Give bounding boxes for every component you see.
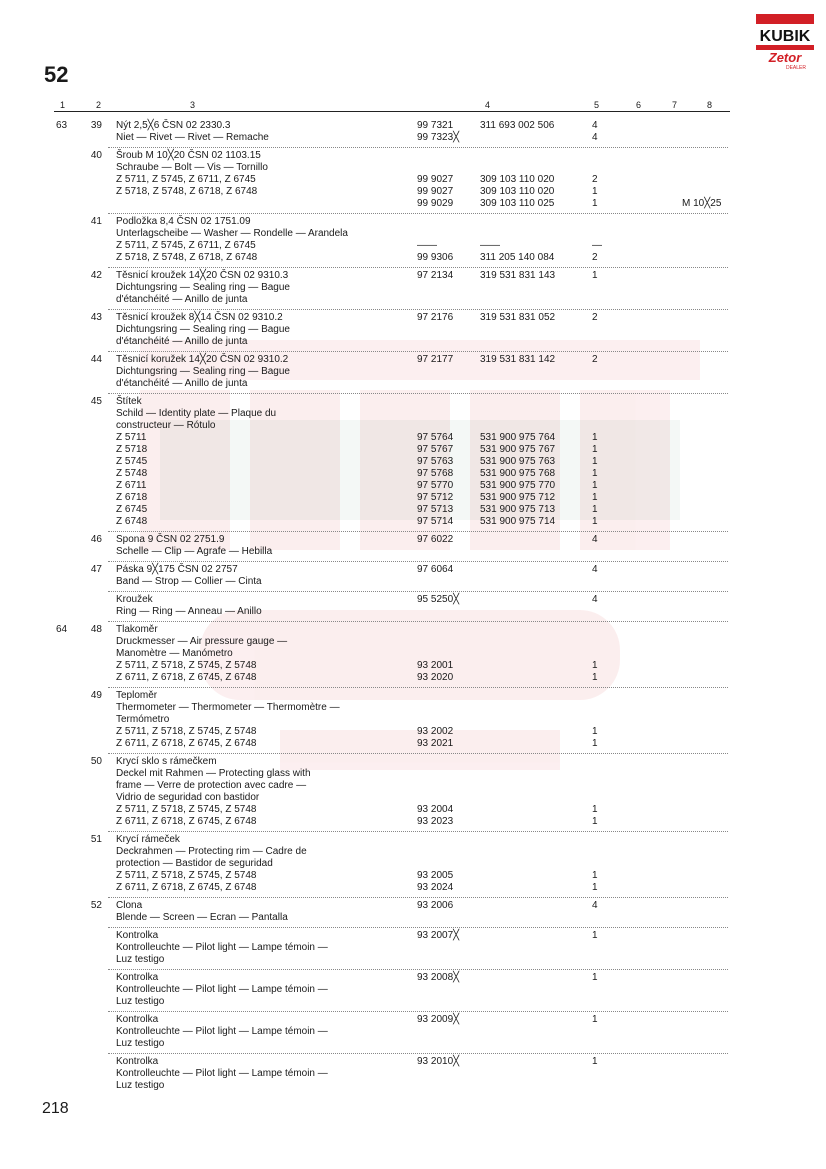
col-2-header: 2: [96, 100, 102, 110]
col-8-header: 8: [707, 100, 713, 110]
catalog-number: 319 531 831 143: [480, 270, 556, 281]
quantity: 1: [592, 492, 598, 503]
part-description: Thermometer — Thermometer — Thermomètre —: [116, 702, 340, 713]
entry-separator: [108, 621, 728, 622]
quantity: 1: [592, 816, 598, 827]
quantity: 1: [592, 1014, 598, 1025]
part-description: Z 5718, Z 5748, Z 6718, Z 6748: [116, 186, 258, 197]
table-row: [0, 564, 826, 588]
catalog-number: 311 205 140 084: [480, 252, 555, 263]
page-number: 52: [44, 62, 69, 87]
part-description: Dichtungsring — Sealing ring — Bague: [116, 366, 290, 377]
part-description: Tlakoměr: [116, 624, 158, 635]
part-description: Kontrolka: [116, 930, 159, 941]
position-number: 41: [90, 216, 102, 227]
part-number: 93 2021: [417, 738, 454, 749]
part-description: Štítek: [116, 396, 142, 407]
entry-separator: [108, 831, 728, 832]
svg-text:KUBIK: KUBIK: [759, 28, 811, 45]
quantity: 1: [592, 504, 598, 515]
part-description: Kontrolka: [116, 1014, 159, 1025]
header-rule: [54, 111, 730, 112]
position-number: 39: [90, 120, 102, 131]
part-description: Z 6748: [116, 516, 148, 527]
svg-text:Zetor: Zetor: [768, 50, 802, 65]
quantity: 1: [592, 870, 598, 881]
part-number: 99 7321: [417, 120, 454, 131]
position-number: 49: [90, 690, 102, 701]
part-description: Z 5718, Z 5748, Z 6718, Z 6748: [116, 252, 258, 263]
quantity: 1: [592, 972, 598, 983]
part-number: ——: [417, 240, 437, 251]
part-description: Z 5711, Z 5745, Z 6711, Z 6745: [116, 240, 256, 251]
part-number: 97 2134: [417, 270, 454, 281]
part-number: 93 2009╳: [417, 1014, 460, 1025]
part-number: 93 2023: [417, 816, 454, 827]
table-row: [0, 594, 826, 618]
quantity: 1: [592, 516, 598, 527]
part-description: Dichtungsring — Sealing ring — Bague: [116, 282, 290, 293]
svg-text:DEALER: DEALER: [785, 65, 807, 70]
entry-separator: [108, 1053, 728, 1054]
part-description: Z 5748: [116, 468, 148, 479]
quantity: 1: [592, 198, 598, 209]
quantity: 4: [592, 564, 598, 575]
catalog-number: 319 531 831 052: [480, 312, 556, 323]
table-row: [0, 900, 826, 924]
col-7-header: 7: [672, 100, 678, 110]
position-number: 43: [90, 312, 102, 323]
part-description: Deckel mit Rahmen — Protecting glass with: [116, 768, 311, 779]
part-number: 93 2020: [417, 672, 454, 683]
position-number: 40: [90, 150, 102, 161]
part-description: Těsnicí kroužek 14╳20 ČSN 02 9310.3: [116, 270, 289, 281]
quantity: 1: [592, 456, 598, 467]
part-description: Band — Strop — Collier — Cinta: [116, 576, 262, 587]
part-number: 93 2001: [417, 660, 454, 671]
part-number: 97 5764: [417, 432, 454, 443]
part-description: protection — Bastidor de seguridad: [116, 858, 273, 869]
part-description: Z 5718: [116, 444, 148, 455]
table-row: [0, 756, 826, 828]
catalog-number: 319 531 831 142: [480, 354, 556, 365]
part-description: Ring — Ring — Anneau — Anillo: [116, 606, 262, 617]
part-description: Vidrio de seguridad con bastidor: [116, 792, 260, 803]
part-description: Z 6711, Z 6718, Z 6745, Z 6748: [116, 816, 257, 827]
part-number: 95 5250╳: [417, 594, 460, 605]
position-number: 50: [90, 756, 102, 767]
part-description: Schelle — Clip — Agrafe — Hebilla: [116, 546, 273, 557]
entry-separator: [108, 393, 728, 394]
quantity: 4: [592, 120, 598, 131]
remark: M 10╳25: [682, 198, 722, 209]
part-description: Luz testigo: [116, 996, 165, 1007]
part-number: 93 2006: [417, 900, 454, 911]
entry-separator: [108, 1011, 728, 1012]
catalog-number: 531 900 975 770: [480, 480, 556, 491]
kubik-zetor-logo: [756, 14, 814, 70]
part-description: Kontrolka: [116, 1056, 159, 1067]
part-description: Podložka 8,4 ČSN 02 1751.09: [116, 216, 251, 227]
part-description: constructeur — Rótulo: [116, 420, 216, 431]
part-description: Z 5745: [116, 456, 148, 467]
position-number: 52: [90, 900, 102, 911]
quantity: 2: [592, 312, 598, 323]
part-description: Dichtungsring — Sealing ring — Bague: [116, 324, 290, 335]
catalog-number: 309 103 110 020: [480, 174, 555, 185]
quantity: 1: [592, 270, 598, 281]
table-row: [0, 270, 826, 306]
catalog-number: ——: [480, 240, 500, 251]
part-description: frame — Verre de protection avec cadre —: [116, 780, 307, 791]
part-description: Z 5711, Z 5718, Z 5745, Z 5748: [116, 660, 257, 671]
table-row: [0, 354, 826, 390]
part-description: Z 6718: [116, 492, 148, 503]
part-description: Niet — Rivet — Rivet — Remache: [116, 132, 269, 143]
quantity: 1: [592, 882, 598, 893]
part-description: Šroub M 10╳20 ČSN 02 1103.15: [116, 150, 261, 161]
col-1-header: 1: [60, 100, 66, 110]
part-number: 93 2024: [417, 882, 454, 893]
entry-separator: [108, 531, 728, 532]
table-row: [0, 1056, 826, 1092]
quantity: 1: [592, 432, 598, 443]
part-description: Blende — Screen — Ecran — Pantalla: [116, 912, 288, 923]
catalog-number: 531 900 975 714: [480, 516, 556, 527]
entry-separator: [108, 351, 728, 352]
entry-separator: [108, 969, 728, 970]
part-description: Luz testigo: [116, 1038, 165, 1049]
quantity: 1: [592, 726, 598, 737]
part-number: 99 7323╳: [417, 132, 460, 143]
part-description: Páska 9╳175 ČSN 02 2757: [116, 564, 238, 575]
part-number: 97 5767: [417, 444, 454, 455]
part-description: Kontrolleuchte — Pilot light — Lampe témoin —: [116, 984, 328, 995]
part-description: Z 5711, Z 5745, Z 6711, Z 6745: [116, 174, 256, 185]
table-row: [0, 312, 826, 348]
part-description: Z 6711, Z 6718, Z 6745, Z 6748: [116, 672, 257, 683]
position-number: 45: [90, 396, 102, 407]
part-number: 93 2002: [417, 726, 454, 737]
entry-separator: [108, 147, 728, 148]
quantity: 1: [592, 738, 598, 749]
part-description: Z 5711, Z 5718, Z 5745, Z 5748: [116, 726, 257, 737]
catalog-number: 531 900 975 767: [480, 444, 556, 455]
part-description: Těsnicí kroužek 8╳14 ČSN 02 9310.2: [116, 312, 283, 323]
part-description: Teploměr: [116, 690, 158, 701]
entry-separator: [108, 687, 728, 688]
footer-page-number: 218: [42, 1100, 69, 1117]
entry-separator: [108, 309, 728, 310]
part-number: 93 2008╳: [417, 972, 460, 983]
catalog-number: 531 900 975 763: [480, 456, 556, 467]
part-description: Termómetro: [116, 714, 170, 725]
col-5-header: 5: [594, 100, 600, 110]
part-number: 99 9027: [417, 174, 454, 185]
position-number: 47: [90, 564, 102, 575]
col-6-header: 6: [636, 100, 642, 110]
part-description: Kontrolleuchte — Pilot light — Lampe témoin —: [116, 942, 328, 953]
quantity: —: [592, 240, 602, 251]
catalog-number: 309 103 110 020: [480, 186, 555, 197]
part-number: 99 9306: [417, 252, 454, 263]
part-description: d'étanchéité — Anillo de junta: [116, 294, 248, 305]
position-number: 42: [90, 270, 102, 281]
part-number: 93 2007╳: [417, 930, 460, 941]
catalog-number: 531 900 975 764: [480, 432, 556, 443]
entry-separator: [108, 753, 728, 754]
part-description: Manomètre — Manómetro: [116, 648, 233, 659]
part-number: 97 5763: [417, 456, 454, 467]
part-description: Clona: [116, 900, 143, 911]
table-row: [0, 150, 826, 210]
table-row: [0, 1014, 826, 1050]
part-number: 97 6022: [417, 534, 454, 545]
position-number: 51: [90, 834, 102, 845]
position-number: 48: [90, 624, 102, 635]
quantity: 4: [592, 900, 598, 911]
part-description: Těsnicí koružek 14╳20 ČSN 02 9310.2: [116, 354, 289, 365]
entry-separator: [108, 267, 728, 268]
entry-separator: [108, 927, 728, 928]
part-number: 99 9027: [417, 186, 454, 197]
catalog-number: 309 103 110 025: [480, 198, 555, 209]
quantity: 1: [592, 444, 598, 455]
table-row: [0, 972, 826, 1008]
part-description: Z 6745: [116, 504, 148, 515]
table-row: [0, 624, 826, 684]
part-number: 93 2004: [417, 804, 454, 815]
table-row: [0, 120, 826, 144]
position-number: 44: [90, 354, 102, 365]
part-description: Schild — Identity plate — Plaque du: [116, 408, 277, 419]
quantity: 2: [592, 252, 598, 263]
part-description: Z 5711: [116, 432, 147, 443]
quantity: 2: [592, 354, 598, 365]
part-description: Luz testigo: [116, 1080, 165, 1091]
figure-number: 63: [56, 120, 68, 131]
quantity: 4: [592, 594, 598, 605]
part-description: Unterlagscheibe — Washer — Rondelle — Arandela: [116, 228, 348, 239]
quantity: 4: [592, 534, 598, 545]
quantity: 1: [592, 672, 598, 683]
part-number: 97 5768: [417, 468, 454, 479]
part-description: Druckmesser — Air pressure gauge —: [116, 636, 288, 647]
quantity: 1: [592, 480, 598, 491]
part-description: Kontrolka: [116, 972, 159, 983]
part-description: Z 5711, Z 5718, Z 5745, Z 5748: [116, 804, 257, 815]
quantity: 1: [592, 660, 598, 671]
part-description: Z 6711, Z 6718, Z 6745, Z 6748: [116, 882, 257, 893]
part-description: d'étanchéité — Anillo de junta: [116, 336, 248, 347]
part-number: 97 5714: [417, 516, 454, 527]
table-row: [0, 216, 826, 264]
part-number: 97 2176: [417, 312, 454, 323]
quantity: 4: [592, 132, 598, 143]
entry-separator: [108, 897, 728, 898]
table-row: [0, 396, 826, 528]
part-description: Krycí rámeček: [116, 834, 180, 845]
position-number: 46: [90, 534, 102, 545]
part-number: 93 2005: [417, 870, 454, 881]
part-description: Z 6711: [116, 480, 147, 491]
quantity: 1: [592, 468, 598, 479]
part-description: Schraube — Bolt — Vis — Tornillo: [116, 162, 268, 173]
part-number: 97 2177: [417, 354, 454, 365]
part-number: 97 5770: [417, 480, 454, 491]
part-description: Z 5711, Z 5718, Z 5745, Z 5748: [116, 870, 257, 881]
figure-number: 64: [56, 624, 68, 635]
col-3-header: 3: [190, 100, 196, 110]
part-number: 99 9029: [417, 198, 454, 209]
part-number: 97 5712: [417, 492, 454, 503]
part-description: Krycí sklo s rámečkem: [116, 756, 217, 767]
table-row: [0, 534, 826, 558]
part-number: 93 2010╳: [417, 1056, 460, 1067]
entry-separator: [108, 213, 728, 214]
catalog-number: 531 900 975 768: [480, 468, 556, 479]
entry-separator: [108, 561, 728, 562]
entry-separator: [108, 591, 728, 592]
part-description: Deckrahmen — Protecting rim — Cadre de: [116, 846, 307, 857]
quantity: 1: [592, 804, 598, 815]
part-description: Nýt 2,5╳6 ČSN 02 2330.3: [116, 120, 231, 131]
table-row: [0, 930, 826, 966]
quantity: 1: [592, 1056, 598, 1067]
part-description: Z 6711, Z 6718, Z 6745, Z 6748: [116, 738, 257, 749]
part-description: Luz testigo: [116, 954, 165, 965]
catalog-number: 311 693 002 506: [480, 120, 555, 131]
part-description: d'étanchéité — Anillo de junta: [116, 378, 248, 389]
catalog-number: 531 900 975 713: [480, 504, 556, 515]
catalog-number: 531 900 975 712: [480, 492, 556, 503]
part-description: Kontrolleuchte — Pilot light — Lampe témoin —: [116, 1068, 328, 1079]
part-number: 97 6064: [417, 564, 454, 575]
quantity: 1: [592, 930, 598, 941]
part-description: Kontrolleuchte — Pilot light — Lampe témoin —: [116, 1026, 328, 1037]
part-description: Kroužek: [116, 594, 153, 605]
table-row: [0, 834, 826, 894]
part-number: 97 5713: [417, 504, 454, 515]
col-4-header: 4: [485, 100, 491, 110]
quantity: 2: [592, 174, 598, 185]
table-row: [0, 690, 826, 750]
quantity: 1: [592, 186, 598, 197]
part-description: Spona 9 ČSN 02 2751.9: [116, 534, 225, 545]
